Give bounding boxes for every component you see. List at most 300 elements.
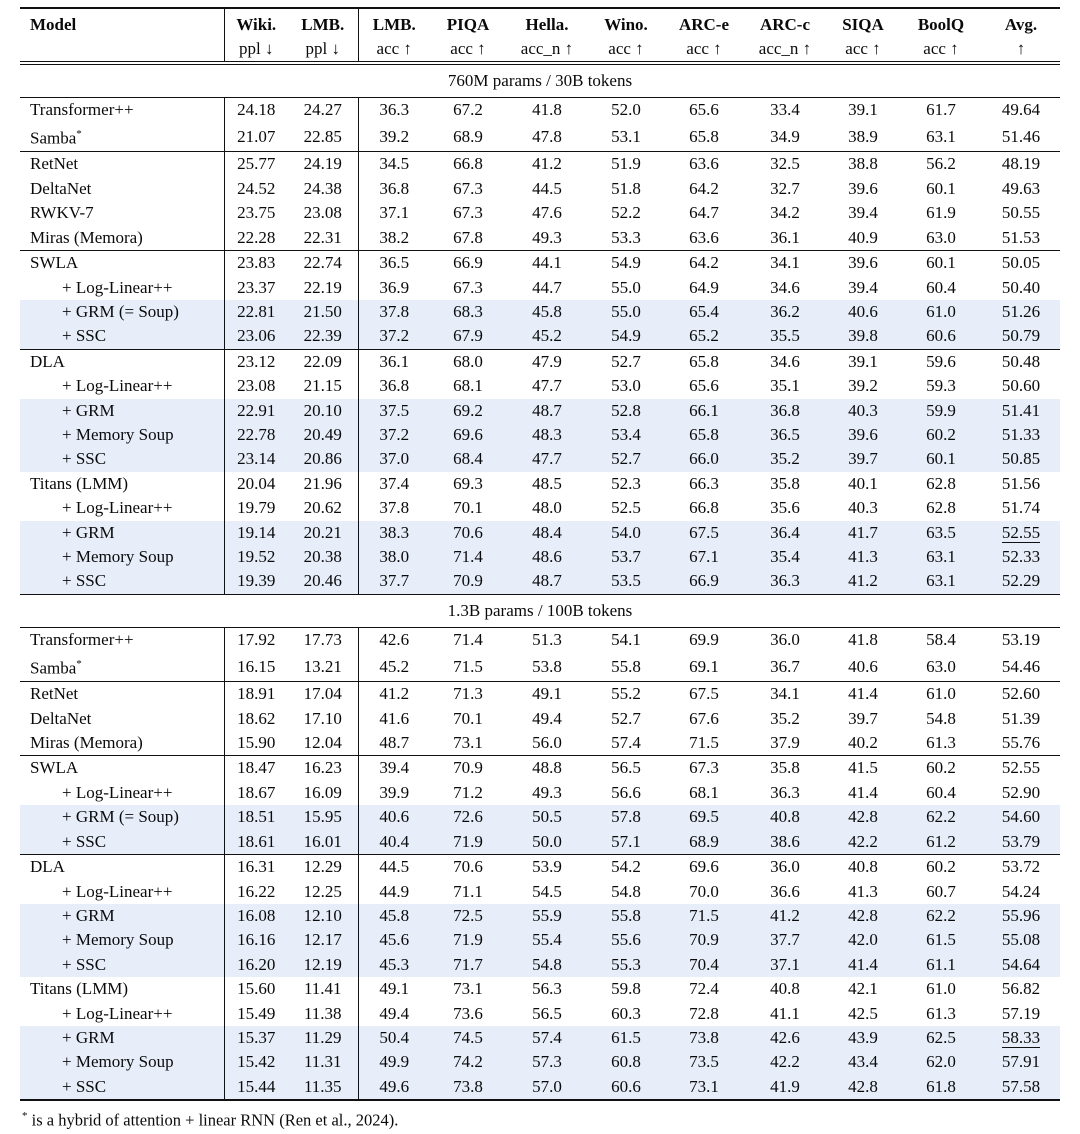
- metric-cell: 69.6: [664, 855, 744, 880]
- metric-cell: 61.9: [926, 203, 956, 223]
- metric-cell: 36.2: [770, 301, 800, 321]
- col-label: ARC-c: [759, 15, 811, 34]
- metric-cell: 56.5: [588, 756, 664, 781]
- metric-cell: 49.63: [1001, 178, 1041, 198]
- footnote-text: is a hybrid of attention + linear RNN (Ren et al., 2024).: [27, 1110, 399, 1130]
- table-row: [20, 300, 1060, 324]
- metric-cell: 67.3: [453, 178, 483, 198]
- metric-cell: 70.6: [430, 855, 506, 880]
- table-row: [20, 122, 1060, 152]
- metric-cell: 61.8: [926, 1076, 956, 1096]
- metric-cell: 68.3: [453, 301, 483, 321]
- metric-cell: 36.0: [744, 855, 826, 880]
- metric-cell: 51.56: [1001, 473, 1041, 493]
- metric-cell: 54.0: [611, 522, 641, 542]
- metric-cell: 67.5: [664, 682, 744, 707]
- metric-cell: 38.2: [379, 227, 410, 247]
- metric-cell: 54.9: [611, 326, 641, 346]
- metric-cell: 73.5: [689, 1052, 719, 1072]
- metric-cell: 35.2: [770, 708, 800, 728]
- metric-cell: 35.1: [770, 376, 800, 396]
- model-cell: [20, 496, 224, 520]
- metric-cell: 41.2: [358, 682, 430, 707]
- metric-cell: 47.7: [532, 449, 562, 469]
- metric-cell: 35.5: [770, 326, 800, 346]
- metric-cell: 12.19: [288, 953, 358, 977]
- table-row: [20, 177, 1060, 201]
- metric-cell: 41.4: [848, 782, 878, 802]
- metric-cell: 34.6: [744, 349, 826, 374]
- results-table: [20, 7, 1060, 1101]
- metric-cell: 55.0: [611, 301, 641, 321]
- metric-cell: 53.4: [611, 424, 641, 444]
- metric-cell: 71.9: [453, 831, 483, 851]
- metric-cell: 57.91: [1001, 1052, 1041, 1072]
- metric-cell: 32.7: [770, 178, 800, 198]
- col-sublabel: ppl ↓: [239, 39, 274, 58]
- metric-cell: 40.3: [848, 400, 878, 420]
- metric-cell: 60.1: [926, 449, 956, 469]
- model-name: + Memory Soup: [62, 1052, 174, 1072]
- metric-cell: 42.6: [770, 1027, 800, 1047]
- metric-cell: 42.0: [848, 930, 878, 950]
- col-sublabel: acc ↑: [376, 39, 412, 58]
- metric-cell: 53.1: [611, 126, 641, 146]
- model-cell: [20, 652, 224, 682]
- metric-cell: 60.8: [611, 1052, 641, 1072]
- metric-cell: 61.1: [926, 954, 956, 974]
- metric-cell: 41.1: [770, 1003, 800, 1023]
- metric-cell: 42.8: [848, 1076, 878, 1096]
- metric-cell: 70.1: [453, 498, 483, 518]
- metric-cell: 52.8: [611, 400, 641, 420]
- table-row: [20, 374, 1060, 398]
- metric-cell: 63.1: [926, 546, 956, 566]
- model-name: Samba: [30, 129, 77, 149]
- metric-cell: 60.4: [926, 277, 956, 297]
- metric-cell: 44.9: [379, 881, 410, 901]
- model-cell: [20, 682, 224, 707]
- model-name: RetNet: [30, 154, 79, 174]
- metric-cell: 52.0: [611, 100, 641, 119]
- col-sublabel: acc ↑: [923, 39, 959, 58]
- metric-cell: 41.3: [848, 881, 878, 901]
- metric-cell: 61.5: [926, 930, 956, 950]
- model-name: + SSC: [62, 1076, 107, 1096]
- metric-cell: 71.4: [453, 546, 483, 566]
- metric-cell: 15.44: [237, 1076, 276, 1096]
- metric-cell: 33.4: [770, 100, 800, 119]
- table-row: [20, 251, 1060, 276]
- metric-cell: 44.5: [532, 178, 562, 198]
- metric-cell: 56.3: [532, 979, 562, 999]
- metric-cell: 53.7: [611, 546, 641, 566]
- metric-cell: 62.5: [926, 1027, 956, 1047]
- metric-cell: 49.4: [379, 1003, 410, 1023]
- metric-cell: 53.0: [611, 376, 641, 396]
- metric-cell: 24.19: [288, 152, 358, 177]
- metric-cell: 34.9: [770, 126, 800, 146]
- model-name: Transformer++: [30, 100, 134, 119]
- model-name: Miras (Memora): [30, 733, 143, 753]
- metric-cell: 23.14: [237, 449, 276, 469]
- metric-cell: 39.7: [848, 708, 878, 728]
- metric-cell: 63.1: [926, 571, 956, 591]
- metric-cell: 41.2: [506, 152, 588, 177]
- metric-cell: 63.5: [926, 522, 956, 542]
- model-name: Samba: [30, 658, 77, 678]
- metric-cell: 21.50: [288, 300, 358, 324]
- model-name: + Memory Soup: [62, 424, 174, 444]
- metric-cell: 52.29: [1001, 571, 1041, 591]
- metric-cell: 39.6: [848, 424, 878, 444]
- metric-cell: 41.4: [826, 682, 900, 707]
- metric-cell: 50.5: [532, 807, 562, 827]
- metric-cell: 16.20: [237, 954, 276, 974]
- metric-cell: [982, 521, 1060, 545]
- metric-cell: 49.3: [532, 227, 562, 247]
- metric-cell: 56.82: [1001, 979, 1041, 999]
- metric-cell: 55.0: [611, 277, 641, 297]
- table-row: [20, 423, 1060, 447]
- metric-cell: 57.4: [532, 1027, 562, 1047]
- metric-cell: 60.3: [611, 1003, 641, 1023]
- metric-cell: 18.61: [237, 831, 276, 851]
- metric-cell: 18.91: [224, 682, 288, 707]
- metric-cell: 49.4: [532, 708, 562, 728]
- table-row: [20, 276, 1060, 300]
- metric-cell: 37.9: [770, 733, 800, 753]
- table-row: [20, 472, 1060, 496]
- metric-cell: 34.1: [744, 682, 826, 707]
- model-name: + GRM: [62, 522, 115, 542]
- metric-cell: 51.3: [532, 629, 562, 649]
- table-row: [20, 953, 1060, 977]
- metric-cell: 64.7: [689, 203, 719, 223]
- metric-cell: 51.33: [1001, 424, 1041, 444]
- metric-cell: 48.4: [532, 522, 562, 542]
- col-sublabel: acc ↑: [686, 39, 722, 58]
- col-label: ARC-e: [678, 15, 730, 34]
- col-header: [224, 8, 288, 63]
- metric-cell: 65.8: [689, 424, 719, 444]
- model-cell: [20, 399, 224, 423]
- metric-cell: 16.16: [237, 930, 276, 950]
- table-header: [20, 8, 1060, 63]
- metric-cell: 60.2: [926, 424, 956, 444]
- metric-cell: 11.31: [288, 1050, 358, 1074]
- model-cell: [20, 830, 224, 855]
- metric-cell: 51.26: [1001, 301, 1041, 321]
- col-label: Wiki.: [236, 15, 277, 34]
- metric-cell: 24.27: [288, 98, 358, 123]
- col-label: Avg.: [1004, 15, 1038, 34]
- metric-cell: 66.3: [689, 473, 719, 493]
- metric-cell: [982, 1026, 1060, 1050]
- metric-cell: 71.1: [453, 881, 483, 901]
- header-row: [20, 8, 1060, 63]
- metric-cell: 39.4: [848, 203, 878, 223]
- metric-cell: 63.0: [926, 227, 956, 247]
- metric-cell: 50.79: [1001, 326, 1041, 346]
- table-row: [20, 201, 1060, 225]
- metric-cell: 34.6: [770, 277, 800, 297]
- metric-cell: 50.0: [532, 831, 562, 851]
- table-row: [20, 569, 1060, 594]
- metric-cell: 71.5: [689, 905, 719, 925]
- model-cell: [20, 977, 224, 1001]
- col-header: [744, 8, 826, 63]
- metric-cell: 70.9: [453, 571, 483, 591]
- metric-cell: 53.79: [1001, 831, 1041, 851]
- model-cell: [20, 521, 224, 545]
- metric-cell: 55.76: [1001, 733, 1041, 753]
- metric-cell: 48.7: [532, 571, 562, 591]
- metric-cell: 37.1: [379, 203, 410, 223]
- table-row: [20, 627, 1060, 652]
- metric-cell: 52.5: [611, 498, 641, 518]
- metric-cell: 36.6: [770, 881, 800, 901]
- model-cell: [20, 880, 224, 904]
- metric-cell: 16.31: [224, 855, 288, 880]
- metric-cell: 52.7: [611, 708, 641, 728]
- metric-cell: 60.4: [926, 782, 956, 802]
- metric-cell: 37.5: [379, 400, 410, 420]
- model-cell: [20, 904, 224, 928]
- model-cell: [20, 447, 224, 471]
- metric-cell: 23.37: [237, 277, 276, 297]
- metric-cell: 70.0: [689, 881, 719, 901]
- metric-cell: 41.8: [532, 100, 562, 119]
- model-name: SWLA: [30, 253, 79, 273]
- model-cell: [20, 1026, 224, 1050]
- model-cell: [20, 374, 224, 398]
- metric-cell: 67.3: [453, 203, 483, 223]
- metric-cell: 22.39: [288, 324, 358, 349]
- model-cell: [20, 545, 224, 569]
- metric-cell: 43.4: [848, 1052, 878, 1072]
- metric-cell: 71.2: [453, 782, 483, 802]
- metric-cell: 49.1: [506, 682, 588, 707]
- metric-cell: 38.6: [770, 831, 800, 851]
- metric-cell: 65.2: [689, 326, 719, 346]
- metric-cell: 72.6: [453, 807, 483, 827]
- model-name: Miras (Memora): [30, 227, 143, 247]
- metric-cell: 73.1: [453, 979, 483, 999]
- metric-cell: 62.2: [926, 905, 956, 925]
- model-cell: [20, 152, 224, 177]
- model-cell: [20, 928, 224, 952]
- metric-cell: 70.1: [453, 708, 483, 728]
- metric-cell: 48.3: [532, 424, 562, 444]
- metric-cell: 36.1: [770, 227, 800, 247]
- metric-cell: 68.0: [430, 349, 506, 374]
- metric-cell: 67.9: [453, 326, 483, 346]
- metric-cell: 23.06: [237, 326, 276, 346]
- metric-cell: 44.7: [532, 277, 562, 297]
- metric-cell: 50.40: [1001, 277, 1041, 297]
- metric-cell: 56.6: [611, 782, 641, 802]
- metric-cell: 69.3: [453, 473, 483, 493]
- col-label: PIQA: [446, 15, 490, 34]
- metric-cell: 41.9: [770, 1076, 800, 1096]
- metric-cell: 20.38: [288, 545, 358, 569]
- table-row: [20, 652, 1060, 682]
- metric-cell: 55.08: [1001, 930, 1041, 950]
- col-label: LMB.: [372, 15, 416, 34]
- metric-cell: 71.5: [689, 733, 719, 753]
- metric-cell: 40.9: [848, 227, 878, 247]
- metric-cell: 23.08: [288, 201, 358, 225]
- metric-cell: 41.7: [848, 522, 878, 542]
- metric-cell: 51.74: [1001, 498, 1041, 518]
- metric-cell: 61.0: [900, 682, 982, 707]
- metric-cell: 36.0: [770, 629, 800, 649]
- table-row: [20, 880, 1060, 904]
- metric-cell: 38.9: [848, 126, 878, 146]
- metric-cell: 57.1: [611, 831, 641, 851]
- metric-cell: 42.1: [848, 979, 878, 999]
- model-cell: [20, 122, 224, 152]
- metric-cell: 66.8: [430, 152, 506, 177]
- metric-cell: 57.0: [532, 1076, 562, 1096]
- metric-cell: 69.6: [453, 424, 483, 444]
- metric-cell: 32.5: [744, 152, 826, 177]
- metric-cell: 54.60: [1001, 807, 1041, 827]
- metric-cell: 43.9: [848, 1027, 878, 1047]
- metric-cell: 45.6: [379, 930, 410, 950]
- metric-cell: 16.23: [288, 756, 358, 781]
- model-name: + SSC: [62, 449, 107, 469]
- col-sublabel: acc ↑: [845, 39, 881, 58]
- metric-cell: 67.3: [664, 756, 744, 781]
- metric-cell: 11.38: [288, 1002, 358, 1026]
- metric-cell: 39.7: [848, 449, 878, 469]
- metric-cell: 34.2: [770, 203, 800, 223]
- metric-cell: 73.1: [689, 1076, 719, 1096]
- metric-cell: 15.42: [237, 1052, 276, 1072]
- metric-cell: 51.53: [1001, 227, 1041, 247]
- metric-cell: 40.8: [770, 807, 800, 827]
- metric-cell: 71.3: [430, 682, 506, 707]
- table-row: [20, 152, 1060, 177]
- metric-cell: 36.8: [770, 400, 800, 420]
- metric-cell: 57.19: [1001, 1003, 1041, 1023]
- metric-cell: 68.1: [453, 376, 483, 396]
- metric-cell: 39.6: [848, 178, 878, 198]
- model-name: DeltaNet: [30, 708, 92, 728]
- metric-cell: 36.4: [770, 522, 800, 542]
- metric-cell: 54.8: [532, 954, 562, 974]
- metric-cell: 59.9: [926, 400, 956, 420]
- metric-cell: 17.92: [237, 629, 276, 649]
- model-cell: [20, 324, 224, 349]
- metric-cell: 45.2: [379, 656, 410, 676]
- table-row: [20, 1050, 1060, 1074]
- metric-cell: 35.8: [770, 473, 800, 493]
- model-name: + GRM: [62, 400, 115, 420]
- table-row: [20, 707, 1060, 731]
- model-cell: [20, 756, 224, 781]
- metric-cell: 68.9: [689, 831, 719, 851]
- table-row: [20, 781, 1060, 805]
- metric-cell: 60.7: [926, 881, 956, 901]
- metric-cell: 20.62: [288, 496, 358, 520]
- metric-cell: 56.2: [900, 152, 982, 177]
- metric-cell: 66.8: [689, 498, 719, 518]
- metric-cell: 20.46: [288, 569, 358, 594]
- metric-cell: 67.5: [689, 522, 719, 542]
- metric-cell: 36.5: [358, 251, 430, 276]
- model-cell: [20, 300, 224, 324]
- metric-cell: 41.4: [848, 954, 878, 974]
- metric-cell: 38.8: [826, 152, 900, 177]
- metric-cell: 16.08: [237, 905, 276, 925]
- metric-cell: 20.86: [288, 447, 358, 471]
- metric-cell: 67.8: [453, 227, 483, 247]
- metric-cell: 18.47: [224, 756, 288, 781]
- col-header: [664, 8, 744, 63]
- metric-cell: 61.3: [926, 733, 956, 753]
- metric-cell: 37.1: [770, 954, 800, 974]
- metric-cell: 36.3: [770, 782, 800, 802]
- metric-cell: 36.3: [379, 100, 410, 119]
- table-row: [20, 756, 1060, 781]
- metric-cell: 72.8: [689, 1003, 719, 1023]
- metric-cell: 57.58: [1001, 1076, 1041, 1096]
- metric-cell: 39.1: [826, 349, 900, 374]
- model-name: + Log-Linear++: [62, 1003, 173, 1023]
- model-name: Titans (LMM): [30, 473, 129, 493]
- metric-cell: 59.3: [926, 376, 956, 396]
- model-cell: [20, 201, 224, 225]
- model-name: + GRM: [62, 1027, 115, 1047]
- metric-cell: 51.46: [1001, 126, 1041, 146]
- metric-cell: 40.6: [848, 301, 878, 321]
- metric-cell: 49.64: [1001, 100, 1041, 119]
- metric-cell: 66.1: [689, 400, 719, 420]
- table-row: [20, 682, 1060, 707]
- col-header: [900, 8, 982, 63]
- metric-cell: 47.9: [506, 349, 588, 374]
- metric-cell: 49.9: [379, 1052, 410, 1072]
- model-cell: [20, 472, 224, 496]
- metric-cell: 40.2: [848, 733, 878, 753]
- metric-cell: 54.9: [588, 251, 664, 276]
- model-superscript: *: [76, 658, 82, 671]
- col-sublabel: acc ↑: [450, 39, 486, 58]
- metric-cell: 37.7: [770, 930, 800, 950]
- metric-cell: 63.6: [689, 227, 719, 247]
- metric-cell: 48.0: [532, 498, 562, 518]
- model-name: DLA: [30, 351, 65, 371]
- metric-cell: 53.9: [506, 855, 588, 880]
- model-cell: [20, 1075, 224, 1100]
- metric-cell: 35.2: [770, 449, 800, 469]
- model-name: + Memory Soup: [62, 930, 174, 950]
- model-name: + SSC: [62, 831, 107, 851]
- metric-cell: 48.5: [532, 473, 562, 493]
- col-label: Model: [30, 15, 77, 34]
- metric-cell: 52.7: [611, 449, 641, 469]
- model-name: + Log-Linear++: [62, 782, 173, 802]
- metric-cell: 23.12: [224, 349, 288, 374]
- metric-cell: 22.91: [237, 400, 276, 420]
- metric-cell: 61.3: [926, 1003, 956, 1023]
- metric-cell: 23.83: [224, 251, 288, 276]
- metric-cell: 40.6: [379, 807, 410, 827]
- metric-cell: 36.8: [379, 178, 410, 198]
